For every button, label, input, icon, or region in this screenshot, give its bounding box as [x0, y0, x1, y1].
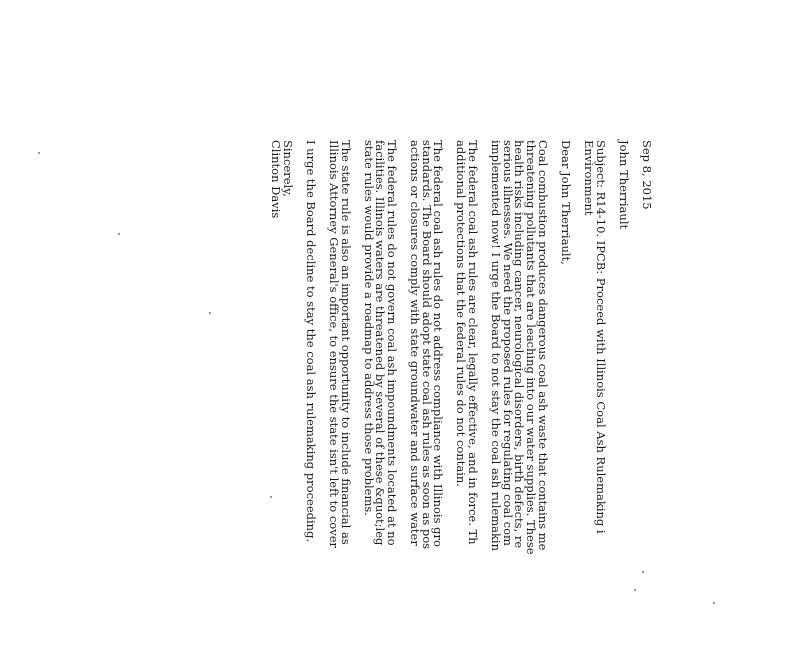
paragraph-2-line: additional protections that the federal rules do not contain. [454, 140, 469, 487]
letter-salutation: Dear John Therriault, [558, 140, 573, 265]
paragraph-4-line: state rules would provide a roadmap to address those problems. [361, 140, 376, 516]
scan-speck [642, 571, 644, 573]
scan-speck [118, 233, 120, 235]
paragraph-6-line: I urge the Board decline to stay the coal ash rulemaking proceeding. [303, 140, 318, 543]
scan-speck [634, 589, 636, 591]
scan-speck [713, 602, 715, 604]
paragraph-3-line: actions or closures comply with state groundwater and surface water [408, 140, 423, 546]
letter-closing: Sincerely, [280, 140, 295, 197]
paragraph-4-line: The federal rules do not govern coal ash impoundments located at no [384, 140, 399, 546]
paragraph-2-line: The federal coal ash rules are clear, legally effective, and in force. Th [466, 140, 481, 545]
paragraph-1-line: serious illnesses. We need the proposed rules for regulating coal com [500, 140, 515, 546]
paragraph-3-line: standards. The Board should adopt state coal ash rules as soon as pos [419, 140, 434, 550]
letter-date: Sep 8, 2015 [640, 140, 654, 210]
scan-speck [270, 496, 272, 498]
scan-speck [209, 312, 211, 314]
paragraph-1-line: threatening pollutants that are leaching into our water supplies. These [524, 140, 539, 555]
letter-recipient: John Therriault [616, 140, 631, 230]
paragraph-1-line: Coal combustion produces dangerous coal ash waste that contains me [535, 140, 550, 551]
letter-signature: Clinton Davis [269, 140, 283, 219]
paragraph-4-line: facilities. Illinois waters are threatened by several of these &quot;leg [373, 140, 388, 546]
paragraph-5-line: The state rule is also an important opportunity to include financial as [338, 140, 353, 545]
paragraph-5-line: Illinois Attorney General's office, to ensure the state isn't left to cover [326, 140, 341, 548]
letter-body [269, 140, 652, 660]
paragraph-1-line: health risks including cancer, neurological disorders, birth defects, re [512, 140, 527, 549]
letter-subject-line-2: Environment [582, 140, 597, 216]
scan-speck [38, 152, 40, 154]
letter-subject-line-1: Subject: R14-10. IPCB: Proceed with Illinois Coal Ash Rulemaking i [593, 140, 608, 534]
paragraph-1-line: implemented now! I urge the Board to not stay the coal ash rulemakin [489, 140, 504, 552]
paragraph-3-line: The federal coal ash rules do not address compliance with Illinois gro [431, 140, 446, 547]
